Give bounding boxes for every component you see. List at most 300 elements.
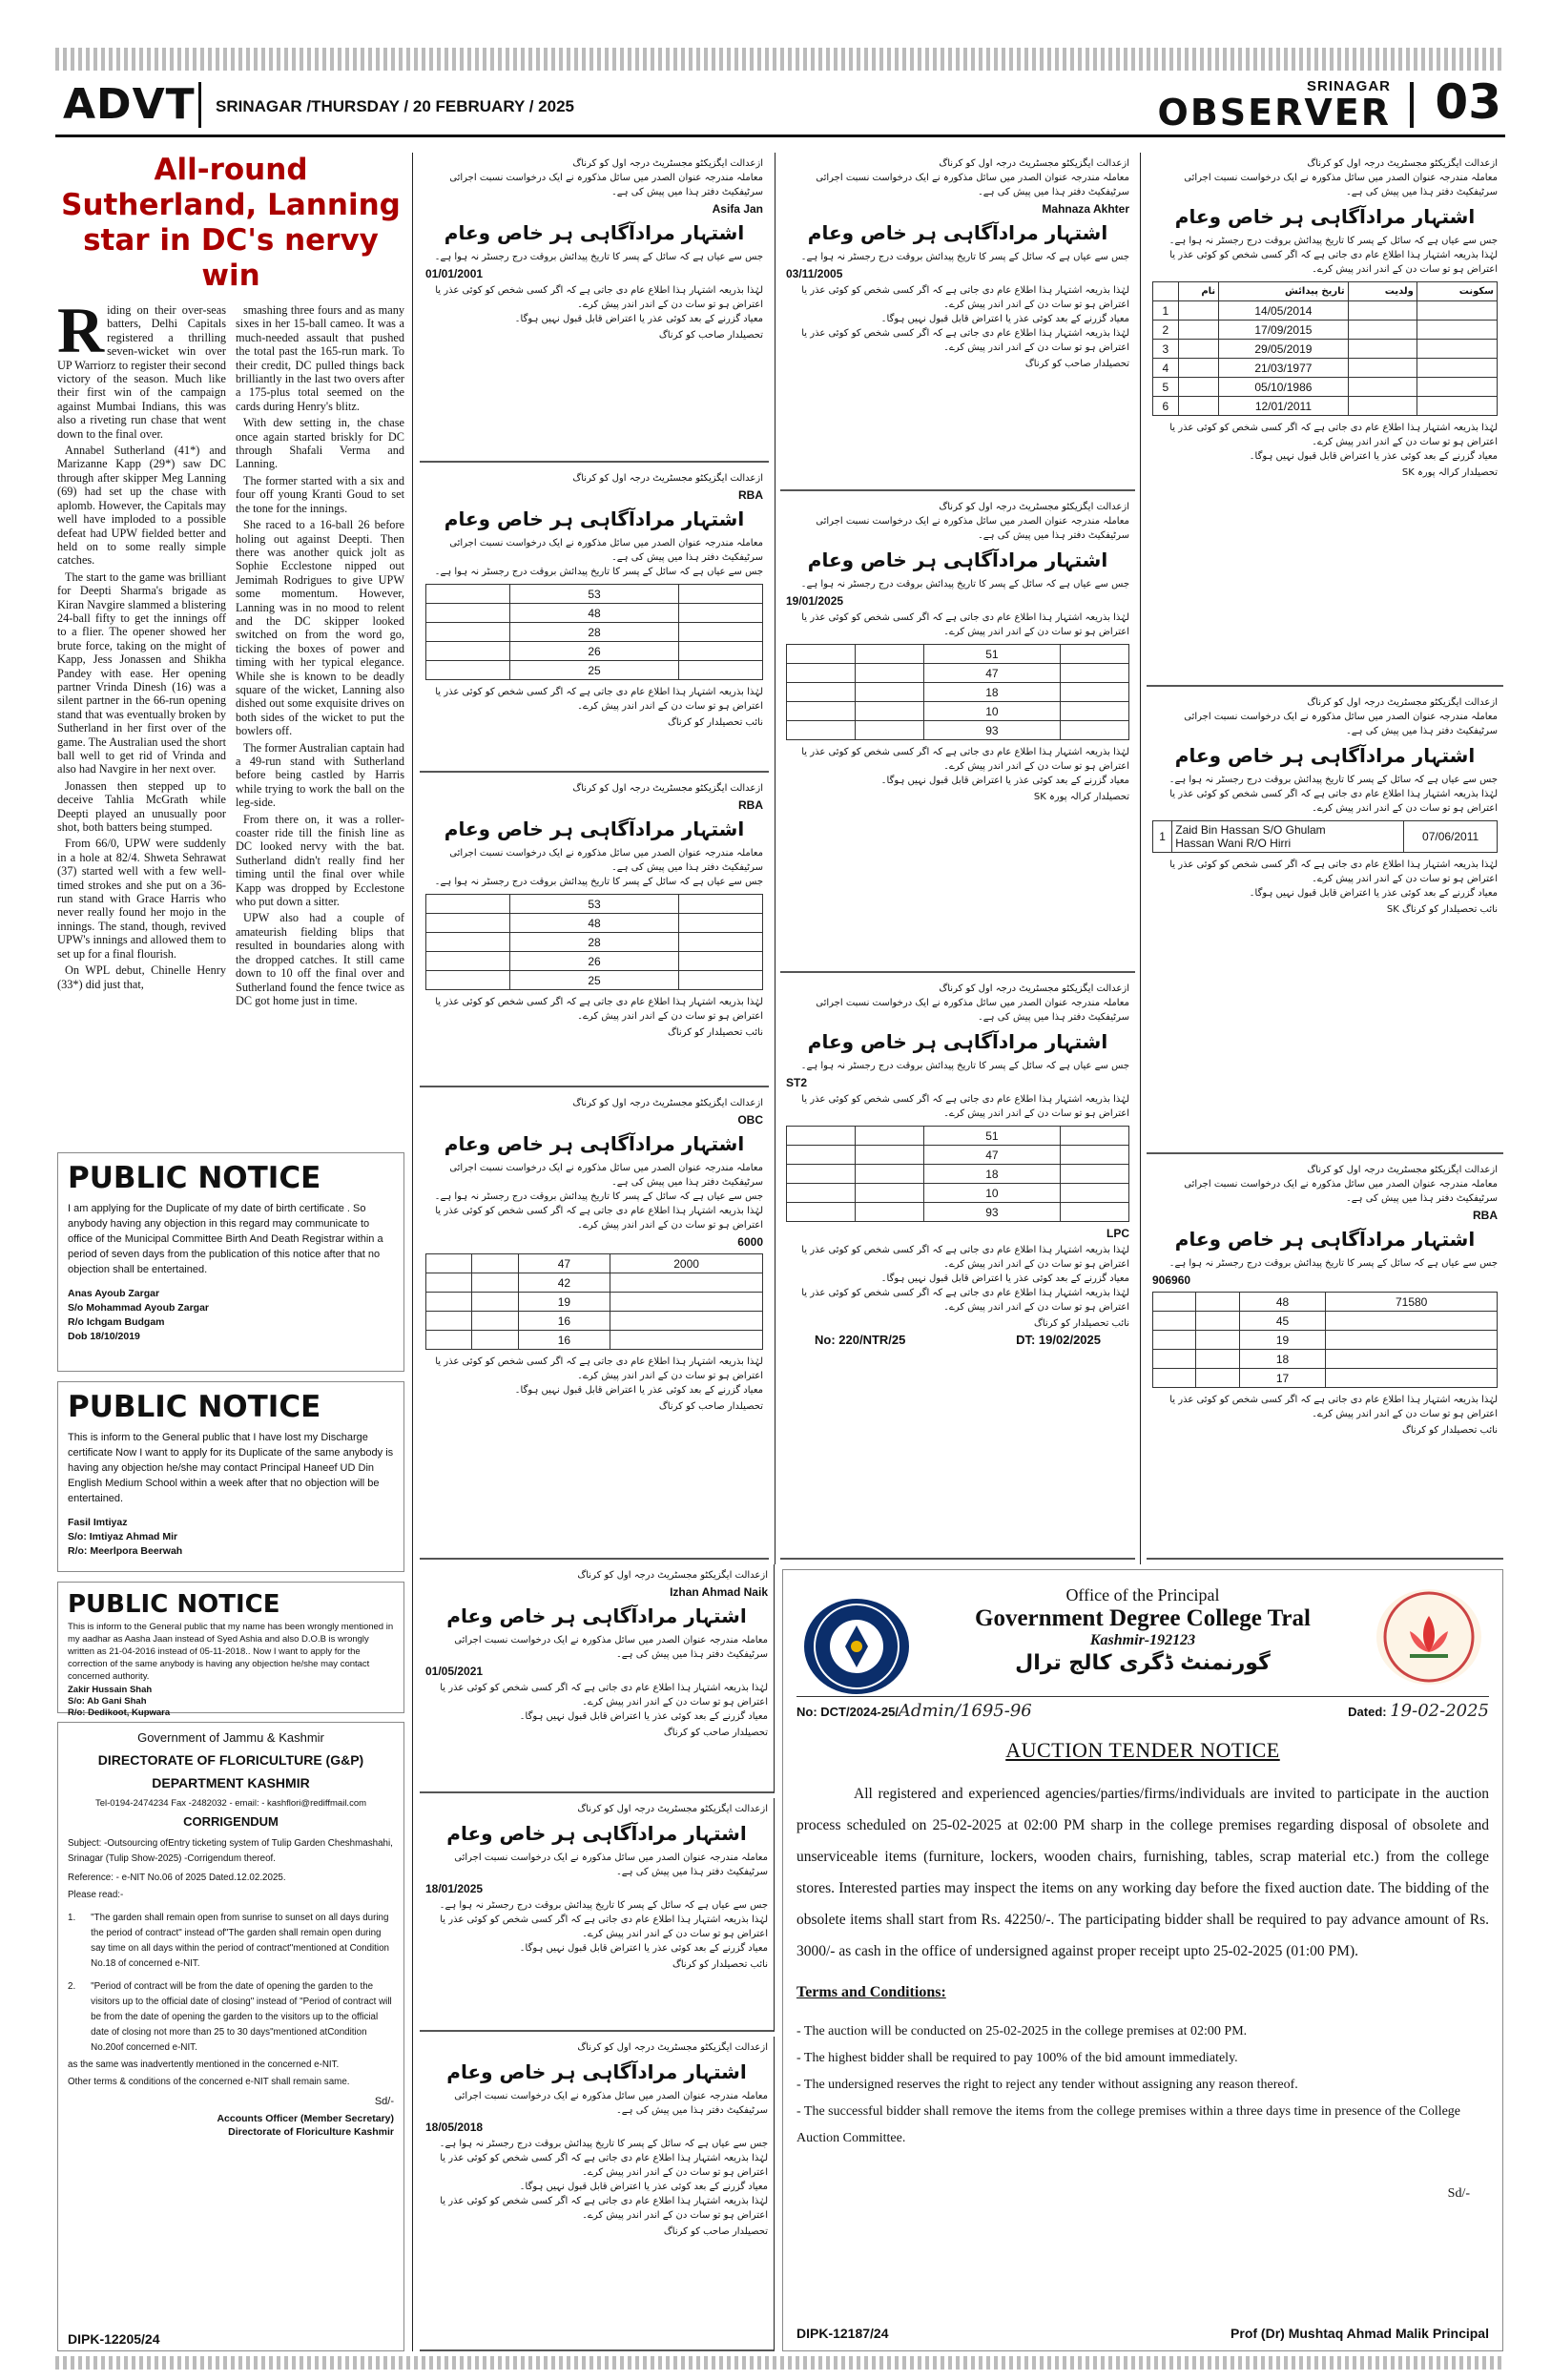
notice-body: I am applying for the Duplicate of my date of birth certificate . So anybody having any objection in this regard may communicate to office of the Municipal Committee Birth And Death Registrar within a period of seven days from the publication of this notice after that no objection shall be entertained.: [68, 1203, 383, 1275]
urdu-notice-table: ازعدالت ایگزیکٹو مجسٹریٹ درجہ اول کو کرناگ معاملہ مندرجہ عنوان الصدر میں سائل مذکورہ نے ایک درخواست نسبت اجرائی سرٹیفکیٹ دفتر ہذا میں پیش کی ہے۔ اشتہار مرادآگاہی ہر خاص وعام جس سے عیاں ہے کہ سائل کے پسر کا تاریخ پیدائش بروقت درج رجسٹر نہ ہوا ہے۔ ST2 لہٰذا بذریعہ اشتہار ہذا اطلاع عام دی جاتی ہے کہ اگر کسی شخص کو کوئی عذر یا اعتراض ہو تو سات دن کے اندر اندر پیش کرے۔ 51 47 18 10 93 LPC لہٰذا بذریعہ اشتہار ہذا اطلاع عام دی جاتی ہے کہ اگر کسی شخص کو کوئی عذر یا اعتراض ہو تو سات دن کے اندر اندر پیش کرے۔ معیاد گزرنے کے بعد کوئی عذر یا اعتراض قابل قبول نہیں ہوگا۔ لہٰذا بذریعہ اشتہار ہذا اطلاع عام دی جاتی ہے کہ اگر کسی شخص کو کوئی عذر یا اعتراض ہو تو سات دن کے اندر اندر پیش کرے۔ نائب تحصیلدار کو کرناگ No: 220/NTR/25 DT: 19/02/2025: [780, 978, 1135, 1560]
table-row: [1153, 340, 1498, 359]
value-cell: 28: [510, 623, 678, 642]
table-row: [426, 914, 763, 933]
value-cell: 16: [518, 1312, 610, 1331]
article-paragraph: Jonassen then stepped up to deceive Tahlia McGrath while Deepti played an unusually poor shot, both batters being stumped.: [57, 778, 226, 835]
value-cell: 93: [923, 1203, 1061, 1222]
text-cell: [787, 1146, 856, 1165]
notice-footer: [796, 2326, 1489, 2341]
family-table: [425, 584, 763, 680]
table-row: [1153, 321, 1498, 340]
signature-line: Anas Ayoub Zargar: [68, 1288, 160, 1299]
college-place: Kashmir-192123: [1089, 1632, 1196, 1648]
text-cell: [787, 1127, 856, 1146]
index-cell: 4: [1153, 359, 1179, 378]
text-cell: [1417, 321, 1497, 340]
header-cell: سکونت: [1417, 282, 1497, 301]
text-cell: [855, 721, 923, 740]
value-cell: 47: [923, 664, 1061, 683]
college-auction-notice: [782, 1569, 1503, 2351]
text-cell: [1348, 321, 1417, 340]
signature-line: Zakir Hussain Shah: [68, 1685, 153, 1695]
gov-line: Government of Jammu & Kashmir: [137, 1730, 324, 1745]
family-table: [425, 1253, 763, 1350]
text-cell: [855, 1184, 923, 1203]
text-cell: [678, 914, 762, 933]
tail-line: as the same was inadvertently mentioned in the concerned e-NIT.: [68, 2059, 340, 2070]
table-row: [426, 661, 763, 680]
notice-title: AUCTION TENDER NOTICE: [1005, 1738, 1280, 1762]
text-cell: [472, 1293, 518, 1312]
text-cell: [426, 585, 510, 604]
top-rail: [55, 48, 1505, 71]
college-urdu-name: گورنمنٹ ڈگری کالج ترال: [1015, 1651, 1271, 1675]
value-cell: 45: [1239, 1312, 1326, 1331]
value-cell: 10: [923, 702, 1061, 721]
text-cell: [426, 604, 510, 623]
column-rule: [775, 153, 776, 1564]
college-logo: [804, 1599, 909, 1694]
text-cell: [1061, 1146, 1129, 1165]
dipk-ref: DIPK-12187/24: [796, 2326, 889, 2341]
index-cell: 5: [1153, 378, 1179, 397]
public-notice: [57, 1152, 404, 1372]
notice-heading: اشتہار مرادآگاہی ہر خاص وعام: [444, 221, 745, 244]
date-cell: 17/09/2015: [1219, 321, 1349, 340]
index-cell: 3: [1153, 340, 1179, 359]
item-1: 1. "The garden shall remain open from sunrise to sunset on all days during the period of contract" instead of"The garden shall remain open during say time on all days within the period of contract"mentioned at Condition No.18 of concerned e-NIT.: [68, 1913, 389, 1969]
term-item: - The highest bidder shall be required to pay 100% of the bid amount immediately.: [796, 2051, 1238, 2065]
text-cell: [426, 1312, 472, 1331]
department-title: DEPARTMENT KASHMIR: [152, 1775, 310, 1790]
jk-emblem: [1376, 1589, 1481, 1685]
text-cell: [1153, 1350, 1196, 1369]
article-paragraph: UPW also had a couple of amateurish fielding blips that resulted in boundaries along with the dropped catches. It still came down to 10 off the final over and Sutherland found the fence twice as DC got home just in time.: [236, 911, 404, 1007]
column-rule: [1140, 153, 1141, 1564]
article-paragraph: With dew setting in, the chase once again started briskly for DC through Shafali Verma and Lanning.: [236, 416, 404, 471]
text-cell: [787, 1203, 856, 1222]
notice-footer: No: 220/NTR/25 DT: 19/02/2025: [815, 1333, 1101, 1347]
birth-date: 01/01/2001: [425, 267, 484, 280]
urdu-notice-table: ازعدالت ایگزیکٹو مجسٹریٹ درجہ اول کو کرناگ RBA اشتہار مرادآگاہی ہر خاص وعام معاملہ مندرجہ عنوان الصدر میں سائل مذکورہ نے ایک درخواست نسبت اجرائی سرٹیفکیٹ دفتر ہذا میں پیش کی ہے۔ جس سے عیاں ہے کہ سائل کے پسر کا تاریخ پیدائش بروقت درج رجسٹر نہ ہوا ہے۔ 53 48 28 26 25 لہٰذا بذریعہ اشتہار ہذا اطلاع عام دی جاتی ہے کہ اگر کسی شخص کو کوئی عذر یا اعتراض ہو تو سات دن کے اندر اندر پیش کرے۔ نائب تحصیلدار کو کرناگ: [420, 777, 769, 1087]
text-cell: [1196, 1369, 1239, 1388]
public-notice: [57, 1381, 404, 1572]
value-cell: 16: [518, 1331, 610, 1350]
value-cell: 19: [1239, 1331, 1326, 1350]
text-cell: [855, 1203, 923, 1222]
text-cell: [787, 645, 856, 664]
header-divider: [1410, 82, 1414, 128]
family-table: [786, 644, 1129, 740]
value-cell: 53: [510, 895, 678, 914]
value-cell: 2000: [610, 1254, 763, 1273]
college-emblem-icon: [811, 1601, 902, 1692]
masthead: [1157, 78, 1391, 134]
text-cell: [678, 585, 762, 604]
text-cell: [1326, 1312, 1498, 1331]
lotus-emblem-icon: [1381, 1589, 1477, 1685]
contact-line: Tel-0194-2474234 Fax -2482032 - email: - kashflori@rediffmail.com: [94, 1798, 367, 1809]
header-cell: تاریخ پیدائش: [1219, 282, 1349, 301]
value-cell: 25: [510, 661, 678, 680]
text-cell: [1196, 1350, 1239, 1369]
article-paragraph: Riding on their over-seas batters, Delhi Capitals registered a thrilling seven-wicket win over UP Warriorz to register their second victory of the season. Much like their first win of the campaign against Mumbai Indians, this was also a riveting run chase that went down to the final over.: [57, 294, 226, 441]
value-cell: 26: [510, 642, 678, 661]
urdu-notice: ازعدالت ایگزیکٹو مجسٹریٹ درجہ اول کو کرناگ معاملہ مندرجہ عنوان الصدر میں سائل مذکورہ نے ایک درخواست نسبت اجرائی سرٹیفکیٹ دفتر ہذا میں پیش کی ہے۔ Asifa Jan اشتہار مرادآگاہی ہر خاص وعام جس سے عیاں ہے کہ سائل کے پسر کا تاریخ پیدائش بروقت درج رجسٹر نہ ہوا ہے۔ 01/01/2001 لہٰذا بذریعہ اشتہار ہذا اطلاع عام دی جاتی ہے کہ اگر کسی شخص کو کوئی عذر یا اعتراض ہو تو سات دن کے اندر اندر پیش کرے۔ معیاد گزرنے کے بعد کوئی عذر یا اعتراض قابل قبول نہیں ہوگا۔ تحصیلدار صاحب کو کرناگ: [420, 153, 769, 463]
subject-line: Subject: -Outsourcing ofEntry ticketing system of Tulip Garden Cheshmashahi, Srinagar (Tulip Show-2025) -Corrigendum thereof.: [68, 1838, 393, 1864]
text-cell: [1196, 1312, 1239, 1331]
value-cell: 51: [923, 1127, 1061, 1146]
notice-title: PUBLIC NOTICE: [68, 1161, 321, 1195]
table-row: [1153, 1293, 1498, 1312]
text-cell: [426, 1254, 472, 1273]
table-row: [426, 623, 763, 642]
value-cell: 18: [923, 1165, 1061, 1184]
table-row: [426, 604, 763, 623]
signature-line: Fasil Imtiyaz: [68, 1517, 128, 1528]
table-row: [787, 683, 1129, 702]
table-row: [426, 1312, 763, 1331]
urdu-notice-table: ازعدالت ایگزیکٹو مجسٹریٹ درجہ اول کو کرناگ معاملہ مندرجہ عنوان الصدر میں سائل مذکورہ نے ایک درخواست نسبت اجرائی سرٹیفکیٹ دفتر ہذا میں پیش کی ہے۔ اشتہار مرادآگاہی ہر خاص وعام جس سے عیاں ہے کہ سائل کے پسر کا تاریخ پیدائش بروقت درج رجسٹر نہ ہوا ہے۔ 19/01/2025 لہٰذا بذریعہ اشتہار ہذا اطلاع عام دی جاتی ہے کہ اگر کسی شخص کو کوئی عذر یا اعتراض ہو تو سات دن کے اندر اندر پیش کرے۔ 51 47 18 10 93 لہٰذا بذریعہ اشتہار ہذا اطلاع عام دی جاتی ہے کہ اگر کسی شخص کو کوئی عذر یا اعتراض ہو تو سات دن کے اندر اندر پیش کرے۔ معیاد گزرنے کے بعد کوئی عذر یا اعتراض قابل قبول نہیں ہوگا۔ تحصیلدار کرالہ پورہ SK: [780, 496, 1135, 973]
sd-mark: Sd/-: [374, 2096, 394, 2107]
drop-cap: R: [57, 294, 105, 366]
text-cell: [787, 1184, 856, 1203]
article-paragraph: The former started with a six and four off young Kranti Goud to set the tone for the innings.: [236, 473, 404, 515]
text-cell: [472, 1254, 518, 1273]
principal-sign: Prof (Dr) Mushtaq Ahmad Malik Principal: [1230, 2326, 1489, 2341]
article-paragraph: She raced to a 16-ball 26 before holing out against Deepti. Then there was another quick jolt as Sophie Ecclestone nipped out Jemimah Rodrigues to give UPW some momentum. However, Lanning was in no mood to relent and the DC skipper looked switched on from the word go, ticking the boxes of power and timing with her typical elegance. While she is known to be deadly square of the wicket, Lanning also dished out some exquisite drives on both sides of the wicket to put the bowlers off.: [236, 518, 404, 738]
table-row: [787, 1146, 1129, 1165]
value-cell: 10: [923, 1184, 1061, 1203]
table-row: [1153, 1331, 1498, 1350]
table-row: [1153, 359, 1498, 378]
urdu-notice-table: ازعدالت ایگزیکٹو مجسٹریٹ درجہ اول کو کرناگ OBC اشتہار مرادآگاہی ہر خاص وعام معاملہ مندرجہ عنوان الصدر میں سائل مذکورہ نے ایک درخواست نسبت اجرائی سرٹیفکیٹ دفتر ہذا میں پیش کی ہے۔ جس سے عیاں ہے کہ سائل کے پسر کا تاریخ پیدائش بروقت درج رجسٹر نہ ہوا ہے۔ لہٰذا بذریعہ اشتہار ہذا اطلاع عام دی جاتی ہے کہ اگر کسی شخص کو کوئی عذر یا اعتراض ہو تو سات دن کے اندر اندر پیش کرے۔ 6000 2000 47 42 19 16 16 لہٰذا بذریعہ اشتہار ہذا اطلاع عام دی جاتی ہے کہ اگر کسی شخص کو کوئی عذر یا اعتراض ہو تو سات دن کے اندر اندر پیش کرے۔ معیاد گزرنے کے بعد کوئی عذر یا اعتراض قابل قبول نہیں ہوگا۔ تحصیلدار صاحب کو کرناگ: [420, 1092, 769, 1560]
table-row: [787, 721, 1129, 740]
text-cell: [472, 1331, 518, 1350]
text-cell: [1153, 1331, 1196, 1350]
table-row: [426, 971, 763, 990]
table-row: [426, 933, 763, 952]
table-row: [1153, 1312, 1498, 1331]
text-cell: [1326, 1350, 1498, 1369]
index-cell: 2: [1153, 321, 1179, 340]
text-cell: [610, 1312, 763, 1331]
notice-signature: [68, 1287, 394, 1344]
value-cell: 18: [923, 683, 1061, 702]
article-paragraph: The former Australian captain had a 49-run stand with Sutherland before being castled by Harris while trying to work the ball on the leg-side.: [236, 740, 404, 810]
text-cell: [678, 933, 762, 952]
text-cell: [787, 1165, 856, 1184]
value-cell: 26: [510, 952, 678, 971]
dateline: SRINAGAR /THURSDAY / 20 FEBRUARY / 2025: [216, 97, 574, 115]
table-row: [426, 895, 763, 914]
notice-title: PUBLIC NOTICE: [68, 1590, 280, 1619]
urdu-notice: ازعدالت ایگزیکٹو مجسٹریٹ درجہ اول کو کرناگ Izhan Ahmad Naik اشتہار مرادآگاہی ہر خاص وعام معاملہ مندرجہ عنوان الصدر میں سائل مذکورہ نے ایک درخواست نسبت اجرائی سرٹیفکیٹ دفتر ہذا میں پیش کی ہے۔ 01/05/2021 لہٰذا بذریعہ اشتہار ہذا اطلاع عام دی جاتی ہے کہ اگر کسی شخص کو کوئی عذر یا اعتراض ہو تو سات دن کے اندر اندر پیش کرے۔ معیاد گزرنے کے بعد کوئی عذر یا اعتراض قابل قبول نہیں ہوگا۔ تحصیلدار صاحب کو کرناگ: [420, 1564, 775, 1793]
date-cell: 21/03/1977: [1219, 359, 1349, 378]
tail-line: Other terms & conditions of the concerned e-NIT shall remain same.: [68, 2077, 350, 2087]
signature-line: S/o Mohammad Ayoub Zargar: [68, 1302, 209, 1314]
text-cell: [1061, 721, 1129, 740]
urdu-notice: ازعدالت ایگزیکٹو مجسٹریٹ درجہ اول کو کرناگ اشتہار مرادآگاہی ہر خاص وعام معاملہ مندرجہ عنوان الصدر میں سائل مذکورہ نے ایک درخواست نسبت اجرائی سرٹیفکیٹ دفتر ہذا میں پیش کی ہے۔ 18/01/2025 جس سے عیاں ہے کہ سائل کے پسر کا تاریخ پیدائش بروقت درج رجسٹر نہ ہوا ہے۔ لہٰذا بذریعہ اشتہار ہذا اطلاع عام دی جاتی ہے کہ اگر کسی شخص کو کوئی عذر یا اعتراض ہو تو سات دن کے اندر اندر پیش کرے۔ معیاد گزرنے کے بعد کوئی عذر یا اعتراض قابل قبول نہیں ہوگا۔ نائب تحصیلدار کو کرناگ: [420, 1798, 775, 2032]
text-cell: [1061, 1127, 1129, 1146]
signature-line: R/o: Meerlpora Beerwah: [68, 1545, 183, 1557]
article-paragraph: smashing three fours and as many sixes in her 15-ball cameo. It was a much-needed assault that pushed the total past the 165-run mark. To their credit, DC pulled things back brilliantly in the last two overs after a 175-plus total seemed on the cards during Henry's blitz.: [236, 303, 404, 413]
text-cell: [1061, 1165, 1129, 1184]
table-row: [426, 1331, 763, 1350]
article-column-2: [236, 303, 404, 1010]
table-row: [1153, 397, 1498, 416]
urdu-notice: ازعدالت ایگزیکٹو مجسٹریٹ درجہ اول کو کرناگ اشتہار مرادآگاہی ہر خاص وعام معاملہ مندرجہ عنوان الصدر میں سائل مذکورہ نے ایک درخواست نسبت اجرائی سرٹیفکیٹ دفتر ہذا میں پیش کی ہے۔ 18/05/2018 جس سے عیاں ہے کہ سائل کے پسر کا تاریخ پیدائش بروقت درج رجسٹر نہ ہوا ہے۔ لہٰذا بذریعہ اشتہار ہذا اطلاع عام دی جاتی ہے کہ اگر کسی شخص کو کوئی عذر یا اعتراض ہو تو سات دن کے اندر اندر پیش کرے۔ معیاد گزرنے کے بعد کوئی عذر یا اعتراض قابل قبول نہیں ہوگا۔ لہٰذا بذریعہ اشتہار ہذا اطلاع عام دی جاتی ہے کہ اگر کسی شخص کو کوئی عذر یا اعتراض ہو تو سات دن کے اندر اندر پیش کرے۔ تحصیلدار صاحب کو کرناگ: [420, 2037, 775, 2351]
notice-body: All registered and experienced agencies/parties/firms/individuals are invited to participate in the auction process scheduled on 25-02-2025 at 02:00 PM sharp in the college premises regarding disposal of obsolete and unserviceable items (furniture, lockers, wooden chairs, furnishing, tables, scrap material etc.) from the college stores. Interested parties may inspect the items on any working day before the fixed auction date. The bidding of the obsolete items shall start from Rs. 42250/-. The participating bidder shall be required to pay advance amount of Rs. 3000/- as cash in the office of undersigned against proper receipt upto 25-02-2025 (01:00 PM).: [796, 1786, 1489, 1959]
table-row: [787, 645, 1129, 664]
text-cell: [855, 683, 923, 702]
table-row: [426, 1254, 763, 1273]
date-cell: 29/05/2019: [1219, 340, 1349, 359]
certificate-table: 07/06/2011 Zaid Bin Hassan S/O Ghulam Hassan Wani R/O Hirri 1: [1152, 820, 1498, 853]
dipk-ref: DIPK-12205/24: [68, 2331, 160, 2347]
table-row: [787, 702, 1129, 721]
text-cell: [1061, 645, 1129, 664]
floriculture-corrigendum: [57, 1722, 404, 2351]
notice-signature: [68, 1685, 394, 1719]
text-cell: [610, 1293, 763, 1312]
text-cell: [1178, 397, 1218, 416]
text-cell: [426, 661, 510, 680]
text-cell: [1417, 397, 1497, 416]
text-cell: [1348, 340, 1417, 359]
term-item: - The successful bidder shall remove the items from the college premises within a three days time in presence of the College Auction Committee.: [796, 2104, 1461, 2145]
text-cell: [1061, 702, 1129, 721]
table-header: [1153, 282, 1498, 301]
urdu-notice-table: ازعدالت ایگزیکٹو مجسٹریٹ درجہ اول کو کرناگ معاملہ مندرجہ عنوان الصدر میں سائل مذکورہ نے ایک درخواست نسبت اجرائی سرٹیفکیٹ دفتر ہذا میں پیش کی ہے۔ اشتہار مرادآگاہی ہر خاص وعام جس سے عیاں ہے کہ سائل کے پسر کا تاریخ پیدائش بروقت درج رجسٹر نہ ہوا ہے۔ لہٰذا بذریعہ اشتہار ہذا اطلاع عام دی جاتی ہے کہ اگر کسی شخص کو کوئی عذر یا اعتراض ہو تو سات دن کے اندر اندر پیش کرے۔ 07/06/2011 Zaid Bin Hassan S/O Ghulam Hassan Wani R/O Hirri 1 لہٰذا بذریعہ اشتہار ہذا اطلاع عام دی جاتی ہے کہ اگر کسی شخص کو کوئی عذر یا اعتراض ہو تو سات دن کے اندر اندر پیش کرے۔ معیاد گزرنے کے بعد کوئی عذر یا اعتراض قابل قبول نہیں ہوگا۔ نائب تحصیلدار کو کرناگ SK: [1147, 692, 1503, 1154]
article-paragraph: From 66/0, UPW were suddenly in a hole at 82/4. Shweta Sehrawat (37) started well with a few well-timed strokes and she put on a 36-run stand with Grace Harris who never really found her mojo in the innings. The stand, though, revived UPW's innings and allowed them to set up for a final flourish.: [57, 837, 226, 961]
family-table: [786, 1126, 1129, 1222]
table-row: [787, 664, 1129, 683]
text-cell: [678, 604, 762, 623]
text-cell: [610, 1331, 763, 1350]
text-cell: [426, 933, 510, 952]
table-row: [787, 1165, 1129, 1184]
value-cell: 48: [510, 604, 678, 623]
sd-mark: Sd/-: [1447, 2186, 1470, 2201]
text-cell: [1196, 1331, 1239, 1350]
text-cell: [1326, 1331, 1498, 1350]
family-table: [425, 894, 763, 990]
header-cell: ولدیت: [1348, 282, 1417, 301]
text-cell: [678, 642, 762, 661]
table-row: [787, 1127, 1129, 1146]
date-cell: 14/05/2014: [1219, 301, 1349, 321]
text-cell: [1348, 378, 1417, 397]
text-cell: [426, 914, 510, 933]
notice-signature: [68, 1516, 394, 1559]
text-cell: [426, 895, 510, 914]
text-cell: [426, 1293, 472, 1312]
urdu-notice-table: ازعدالت ایگزیکٹو مجسٹریٹ درجہ اول کو کرناگ معاملہ مندرجہ عنوان الصدر میں سائل مذکورہ نے ایک درخواست نسبت اجرائی سرٹیفکیٹ دفتر ہذا میں پیش کی ہے۔ اشتہار مرادآگاہی ہر خاص وعام جس سے عیاں ہے کہ سائل کے پسر کا تاریخ پیدائش بروقت درج رجسٹر نہ ہوا ہے۔ لہٰذا بذریعہ اشتہار ہذا اطلاع عام دی جاتی ہے کہ اگر کسی شخص کو کوئی عذر یا اعتراض ہو تو سات دن کے اندر اندر پیش کرے۔ سکونت ولدیت تاریخ پیدائش نام 14/05/2014 1 17/09/2015 2 29/05/2019 3 21/03/1977 4 05/10/1986 5 12/01/2011 6 لہٰذا بذریعہ اشتہار ہذا اطلاع عام دی جاتی ہے کہ اگر کسی شخص کو کوئی عذر یا اعتراض ہو تو سات دن کے اندر اندر پیش کرے۔ معیاد گزرنے کے بعد کوئی عذر یا اعتراض قابل قبول نہیں ہوگا۔ تحصیلدار کرالہ پورہ SK: [1147, 153, 1503, 687]
text-cell: [1417, 340, 1497, 359]
table-row: [1153, 1369, 1498, 1388]
bottom-rail: [55, 2356, 1505, 2370]
text-cell: [787, 721, 856, 740]
table-row: [787, 1203, 1129, 1222]
value-cell: 19: [518, 1293, 610, 1312]
text-cell: [426, 952, 510, 971]
sports-article: [57, 153, 404, 1154]
text-cell: [1348, 301, 1417, 321]
text-cell: [1417, 359, 1497, 378]
reference-line: Reference: - e-NIT No.06 of 2025 Dated.12.02.2025.: [68, 1873, 286, 1883]
value-cell: 28: [510, 933, 678, 952]
applicant-name: Asifa Jan: [712, 202, 763, 216]
value-cell: 48: [1239, 1293, 1326, 1312]
term-item: - The auction will be conducted on 25-02-2025 in the college premises at 02:00 PM.: [796, 2024, 1248, 2039]
text-cell: [678, 952, 762, 971]
index-cell: 1: [1153, 301, 1179, 321]
value-cell: 18: [1239, 1350, 1326, 1369]
officer: Accounts Officer (Member Secretary): [217, 2113, 394, 2124]
masthead-name: OBSERVER: [1157, 92, 1391, 134]
notice-body: This is inform to the General public that I have lost my Discharge certificate Now I want to apply for its Duplicate of the same anybody is having any objection he/she may contact Principal Haneef UD Din English Medium School within a week after that no objection will be entertained.: [68, 1432, 394, 1504]
public-notice: [57, 1582, 404, 1718]
directorate-sign: Directorate of Floriculture Kashmir: [228, 2126, 394, 2138]
table-row: [426, 952, 763, 971]
corrigendum-title: CORRIGENDUM: [183, 1814, 279, 1829]
date-cell: 05/10/1986: [1219, 378, 1349, 397]
value-cell: 93: [923, 721, 1061, 740]
text-cell: [855, 1165, 923, 1184]
masthead-top: SRINAGAR: [1306, 78, 1391, 94]
table-row: [426, 585, 763, 604]
text-cell: [1178, 340, 1218, 359]
terms-heading: Terms and Conditions:: [796, 1984, 946, 2000]
urdu-notice-table: ازعدالت ایگزیکٹو مجسٹریٹ درجہ اول کو کرناگ معاملہ مندرجہ عنوان الصدر میں سائل مذکورہ نے ایک درخواست نسبت اجرائی سرٹیفکیٹ دفتر ہذا میں پیش کی ہے۔ RBA اشتہار مرادآگاہی ہر خاص وعام جس سے عیاں ہے کہ سائل کے پسر کا تاریخ پیدائش بروقت درج رجسٹر نہ ہوا ہے۔ 906960 71580 48 45 19 18 17 لہٰذا بذریعہ اشتہار ہذا اطلاع عام دی جاتی ہے کہ اگر کسی شخص کو کوئی عذر یا اعتراض ہو تو سات دن کے اندر اندر پیش کرے۔ نائب تحصیلدار کو کرناگ: [1147, 1159, 1503, 1560]
page-number: 03: [1435, 74, 1501, 130]
text-cell: [678, 661, 762, 680]
text-cell: [678, 971, 762, 990]
urdu-notice-table: ازعدالت ایگزیکٹو مجسٹریٹ درجہ اول کو کرناگ RBA اشتہار مرادآگاہی ہر خاص وعام معاملہ مندرجہ عنوان الصدر میں سائل مذکورہ نے ایک درخواست نسبت اجرائی سرٹیفکیٹ دفتر ہذا میں پیش کی ہے۔ جس سے عیاں ہے کہ سائل کے پسر کا تاریخ پیدائش بروقت درج رجسٹر نہ ہوا ہے۔ 53 48 28 26 25 لہٰذا بذریعہ اشتہار ہذا اطلاع عام دی جاتی ہے کہ اگر کسی شخص کو کوئی عذر یا اعتراض ہو تو سات دن کے اندر اندر پیش کرے۔ نائب تحصیلدار کو کرناگ: [420, 467, 769, 773]
text-cell: [1061, 683, 1129, 702]
text-cell: [1326, 1369, 1498, 1388]
text-cell: [787, 664, 856, 683]
table-row: [426, 642, 763, 661]
table-row: [1153, 301, 1498, 321]
directorate-title: DIRECTORATE OF FLORICULTURE (G&P): [97, 1752, 364, 1768]
signature-line: R/o Ichgam Budgam: [68, 1316, 165, 1328]
records-table: [1152, 281, 1498, 416]
signature-line: R/o: Dedikoot, Kupwara: [68, 1707, 171, 1718]
notice-title: PUBLIC NOTICE: [68, 1390, 321, 1424]
text-cell: [855, 1146, 923, 1165]
text-cell: [787, 702, 856, 721]
value-cell: 53: [510, 585, 678, 604]
text-cell: [787, 683, 856, 702]
text-cell: [1061, 664, 1129, 683]
text-cell: [1153, 1293, 1196, 1312]
terms-list: [796, 2018, 1489, 2152]
text-cell: [472, 1273, 518, 1293]
section-label: ADVT: [63, 80, 196, 129]
text-cell: [855, 664, 923, 683]
text-cell: [426, 971, 510, 990]
table-row: [426, 1273, 763, 1293]
text-cell: [1178, 321, 1218, 340]
value-cell: 47: [923, 1146, 1061, 1165]
applicant-name: Mahnaza Akhter: [1042, 202, 1129, 216]
item-2: 2. "Period of contract will be from the date of opening the garden to the visitors up to the official date of closing" instead of "Period of contract will be from the date of opening the garden to the visitors up to the official date of closing not more than 25 to 30 days"mentioned atCondition No.20of concerned e-NIT.: [68, 1981, 392, 2053]
notice-body: This is inform to the General public that my name has been wrongly mentioned in my aadhar as Aasha Jaan instead of Syed Ashia and also D.O.B is wrongly written as 21-04-2016 instead of 05-11-2018.. Now I want to apply for the correction of the same anybody is having any objection he/she may contact concerned authority.: [68, 1622, 394, 1682]
office-line: Office of the Principal: [1065, 1585, 1220, 1604]
text-cell: [472, 1312, 518, 1331]
value-cell: 48: [510, 914, 678, 933]
value-cell: 71580: [1326, 1293, 1498, 1312]
please-read: Please read:-: [68, 1890, 124, 1900]
table-row: [1153, 1350, 1498, 1369]
table-row: [1153, 378, 1498, 397]
signature-line: S/o: Imtiyaz Ahmad Mir: [68, 1531, 178, 1542]
text-cell: [1417, 301, 1497, 321]
article-paragraph: On WPL debut, Chinelle Henry (33*) did just that,: [57, 963, 226, 991]
value-cell: 42: [518, 1273, 610, 1293]
text-cell: [1061, 1203, 1129, 1222]
header-cell: [1153, 282, 1179, 301]
text-cell: [610, 1273, 763, 1293]
ref-dated-line: No: DCT/2024-25/Admin/1695-96 Dated: 19-02-2025: [796, 1696, 1489, 1721]
value-cell: 17: [1239, 1369, 1326, 1388]
table-row: [426, 1293, 763, 1312]
date-cell: 12/01/2011: [1219, 397, 1349, 416]
header-divider: [198, 82, 201, 128]
article-headline: All-round Sutherland, Lanning star in DC's nervy win: [61, 153, 401, 293]
signature-line: Dob 18/10/2019: [68, 1331, 140, 1342]
value-cell: 25: [510, 971, 678, 990]
text-cell: [426, 642, 510, 661]
text-cell: [426, 1273, 472, 1293]
text-cell: [426, 623, 510, 642]
header-cell: نام: [1178, 282, 1218, 301]
page-header: [55, 74, 1505, 137]
column-rule: [412, 153, 413, 2351]
value-cell: 51: [923, 645, 1061, 664]
text-cell: [1061, 1184, 1129, 1203]
table-row: [787, 1184, 1129, 1203]
text-cell: [1348, 359, 1417, 378]
article-paragraph: Annabel Sutherland (41*) and Marizanne Kapp (29*) saw DC through after skipper Meg Lanning (69) had set up the chase with aplomb. However, the Capitals may well have imploded to a possible defeat had UPW fielded better and held on to some really simple catches.: [57, 444, 226, 568]
article-paragraph: From there on, it was a roller-coaster ride till the finish line as DC looked nervy with the bat. Sutherland didn't really find her timing until the final over while Kapp was dropped by Ecclestone who put down a sitter.: [236, 812, 404, 909]
text-cell: [1417, 378, 1497, 397]
signature-line: S/o: Ab Gani Shah: [68, 1696, 147, 1707]
college-name: Government Degree College Tral: [975, 1605, 1311, 1631]
text-cell: [855, 645, 923, 664]
text-cell: [678, 895, 762, 914]
text-cell: [1153, 1312, 1196, 1331]
urdu-notice: ازعدالت ایگزیکٹو مجسٹریٹ درجہ اول کو کرناگ معاملہ مندرجہ عنوان الصدر میں سائل مذکورہ نے ایک درخواست نسبت اجرائی سرٹیفکیٹ دفتر ہذا میں پیش کی ہے۔ Mahnaza Akhter اشتہار مرادآگاہی ہر خاص وعام جس سے عیاں ہے کہ سائل کے پسر کا تاریخ پیدائش بروقت درج رجسٹر نہ ہوا ہے۔ 03/11/2005 لہٰذا بذریعہ اشتہار ہذا اطلاع عام دی جاتی ہے کہ اگر کسی شخص کو کوئی عذر یا اعتراض ہو تو سات دن کے اندر اندر پیش کرے۔ معیاد گزرنے کے بعد کوئی عذر یا اعتراض قابل قبول نہیں ہوگا۔ لہٰذا بذریعہ اشتہار ہذا اطلاع عام دی جاتی ہے کہ اگر کسی شخص کو کوئی عذر یا اعتراض ہو تو سات دن کے اندر اندر پیش کرے۔ تحصیلدار صاحب کو کرناگ: [780, 153, 1135, 491]
text-cell: [1178, 378, 1218, 397]
text-cell: [426, 1331, 472, 1350]
value-cell: 47: [518, 1254, 610, 1273]
text-cell: [1348, 397, 1417, 416]
term-item: - The undersigned reserves the right to reject any tender without assigning any reason thereof.: [796, 2078, 1298, 2092]
text-cell: [1196, 1293, 1239, 1312]
text-cell: [1178, 301, 1218, 321]
text-cell: [678, 623, 762, 642]
text-cell: [855, 702, 923, 721]
index-cell: 6: [1153, 397, 1179, 416]
text-cell: [855, 1127, 923, 1146]
text-cell: [1178, 359, 1218, 378]
family-table: [1152, 1292, 1498, 1388]
article-column-1: [57, 294, 226, 1010]
text-cell: [1153, 1369, 1196, 1388]
